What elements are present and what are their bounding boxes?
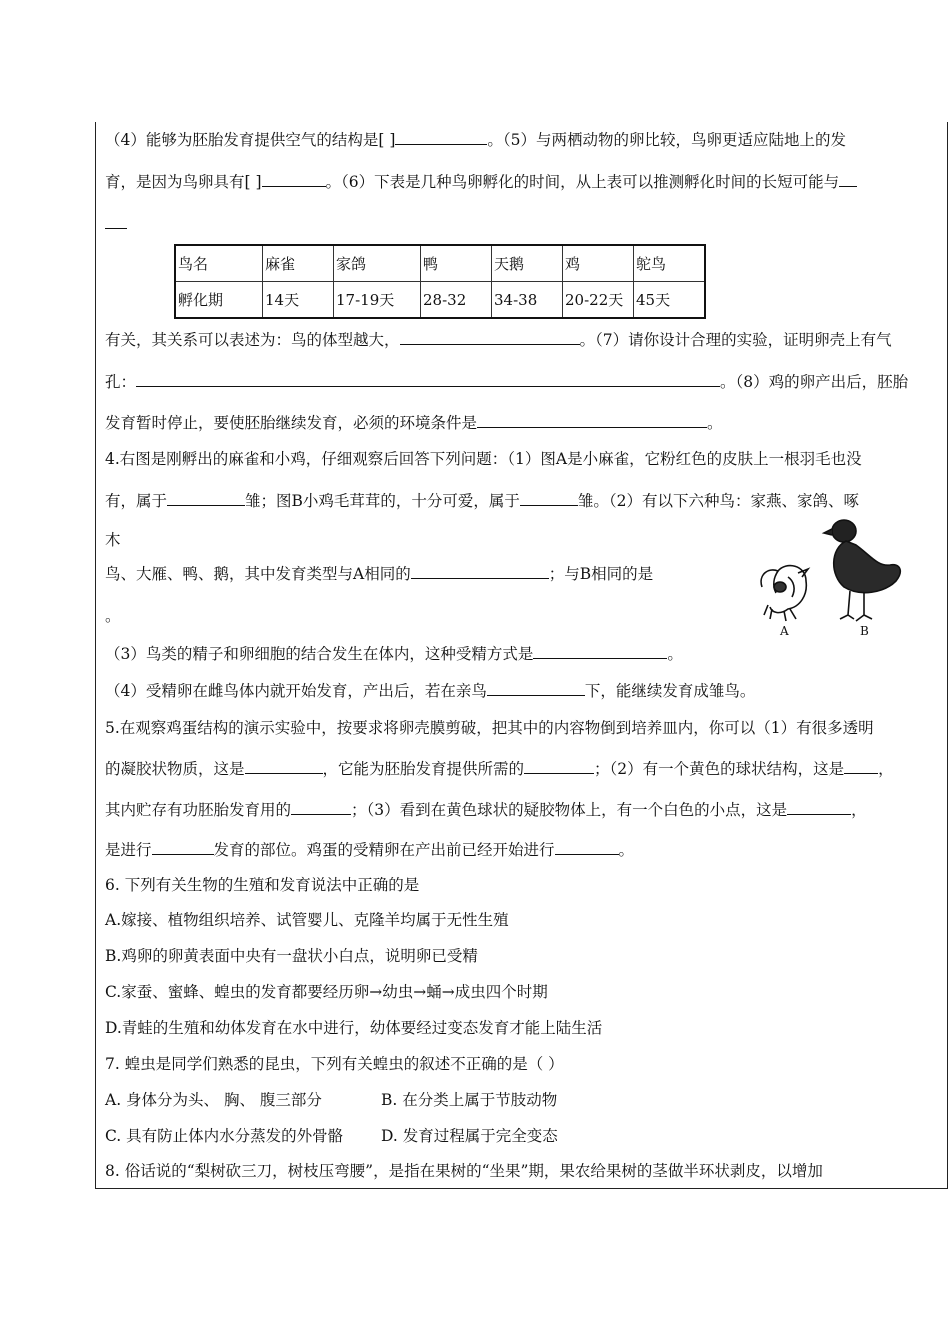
chick-figure (750, 515, 910, 640)
q4-line-4: 鸟、大雁、鸭、鹅，其中发育类型与A相同的 ；与B相同的是 (105, 565, 654, 583)
q4-line-1: 4.右图是刚孵出的麻雀和小鸡，仔细观察后回答下列问题：（1）图A是小麻雀，它粉红色的皮肤上一根羽毛也没 (105, 450, 862, 468)
chick-image (824, 520, 900, 621)
q7-option-c[interactable]: C. 具有防止体内水分蒸发的外骨骼 (105, 1127, 344, 1145)
q5-line-3: 其内贮存有功胚胎发育用的 ；（3）看到在黄色球状的疑胶物体上，有一个白色的小点，这是 ， (105, 801, 867, 819)
q4-line-3: 木 (105, 531, 121, 549)
table-cell: 17-19天 (334, 282, 421, 319)
blank[interactable] (411, 563, 549, 579)
blank[interactable] (262, 171, 326, 187)
table-cell: 鸭 (421, 245, 492, 282)
q5-line-1: 5.在观察鸡蛋结构的演示实验中，按要求将卵壳膜剪破，把其中的内容物倒到培养皿内，你可以（1）有很多透明 (105, 719, 874, 737)
table-header-cell: 孵化期 (175, 282, 263, 319)
table-row (175, 245, 705, 282)
q5-line-4: 是进行 发育的部位。鸡蛋的受精卵在产出前已经开始进行 。 (105, 841, 635, 859)
hatching-table (174, 244, 706, 319)
blank[interactable] (245, 758, 323, 774)
blank[interactable] (395, 129, 487, 145)
q6-option-c[interactable]: C.家蚕、蜜蜂、蝗虫的发育都要经历卵→幼虫→蛹→成虫四个时期 (105, 983, 548, 1001)
blank[interactable] (400, 329, 580, 345)
table-cell: 鸡 (563, 245, 634, 282)
q4-line-2: 有，属于 雏；图B小鸡毛茸茸的，十分可爱，属于 雏。（2）有以下六种鸟：家燕、家鸽、啄 (105, 492, 860, 510)
blank[interactable] (152, 839, 214, 855)
table-cell: 14天 (263, 282, 334, 319)
q7-option-b[interactable]: B. 在分类上属于节肢动物 (381, 1091, 558, 1109)
blank[interactable] (520, 490, 578, 506)
q5-line-2: 的凝胶状物质，这是 ，它能为胚胎发育提供所需的 ；（2）有一个黄色的球状结构，这是 ， (105, 760, 894, 778)
q4-line-6: （3）鸟类的精子和卵细胞的结合发生在体内，这种受精方式是 。 (105, 645, 683, 663)
blank[interactable] (524, 758, 594, 774)
blank[interactable] (533, 643, 667, 659)
q6-option-b[interactable]: B.鸡卵的卵黄表面中央有一盘状小白点，说明卵已受精 (105, 947, 478, 965)
table-cell: 20-22天 (563, 282, 634, 319)
blank[interactable] (136, 371, 720, 387)
q3-line-5: 孔： 。（8）鸡的卵产出后，胚胎 (105, 373, 909, 391)
table-cell: 天鹅 (492, 245, 563, 282)
q6-stem: 6. 下列有关生物的生殖和发育说法中正确的是 (105, 876, 420, 894)
blank[interactable] (167, 490, 245, 506)
figure-label-a: A (780, 624, 789, 638)
blank[interactable] (844, 758, 878, 774)
blank[interactable] (291, 799, 351, 815)
table-row (175, 282, 705, 319)
blank[interactable] (839, 171, 857, 187)
blank[interactable] (555, 839, 619, 855)
q4-line-5: 。 (105, 607, 121, 625)
q3-line-3 (105, 213, 127, 234)
table-cell: 鸵鸟 (634, 245, 706, 282)
figure-label-b: B (860, 624, 869, 638)
table-cell: 45天 (634, 282, 706, 319)
table-cell: 家鸽 (334, 245, 421, 282)
q6-option-a[interactable]: A.嫁接、植物组织培养、试管婴儿、克隆羊均属于无性生殖 (105, 911, 509, 929)
sparrow-hatchling-image (761, 566, 808, 621)
blank[interactable] (477, 412, 707, 428)
q7-option-d[interactable]: D. 发育过程属于完全变态 (381, 1127, 558, 1145)
table-cell: 34-38 (492, 282, 563, 319)
table-cell: 28-32 (421, 282, 492, 319)
q7-stem: 7. 蝗虫是同学们熟悉的昆虫，下列有关蝗虫的叙述不正确的是（ ） (105, 1055, 564, 1073)
blank[interactable] (487, 680, 585, 696)
q3-line-1: （4）能够为胚胎发育提供空气的结构是[ ] 。（5）与两栖动物的卵比较，鸟卵更适应陆地上的发 (105, 131, 847, 149)
q8-stem: 8. 俗话说的“梨树砍三刀，树枝压弯腰”，是指在果树的“坐果”期，果农给果树的茎做半环状剥皮，以增加 (105, 1162, 823, 1180)
blank[interactable] (105, 213, 127, 229)
table-cell: 麻雀 (263, 245, 334, 282)
table-header-cell: 鸟名 (175, 245, 263, 282)
blank[interactable] (787, 799, 851, 815)
q7-option-a[interactable]: A. 身体分为头、 胸、 腹三部分 (105, 1091, 322, 1109)
q4-line-7: （4）受精卵在雌鸟体内就开始发育，产出后，若在亲鸟 下，能继续发育成雏鸟。 (105, 682, 756, 700)
q3-line-4: 有关，其关系可以表述为：鸟的体型越大， 。（7）请你设计合理的实验，证明卵壳上有气 (105, 331, 892, 349)
q3-line-2: 育，是因为鸟卵具有[ ] 。（6）下表是几种鸟卵孵化的时间，从上表可以推测孵化时间的长短可能与 (105, 171, 857, 192)
q6-option-d[interactable]: D.青蛙的生殖和幼体发育在水中进行，幼体要经过变态发育才能上陆生活 (105, 1019, 603, 1037)
q3-line-6: 发育暂时停止，要使胚胎继续发育，必须的环境条件是 。 (105, 414, 723, 432)
